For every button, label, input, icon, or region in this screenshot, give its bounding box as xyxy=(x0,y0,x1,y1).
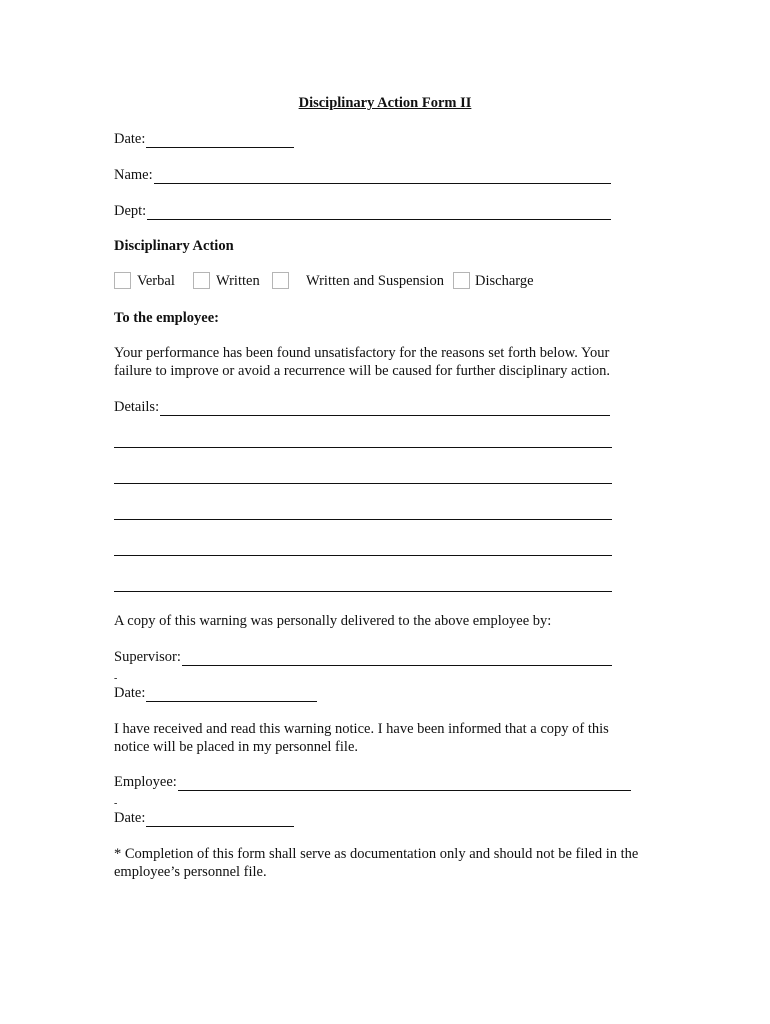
form-title: Disciplinary Action Form II xyxy=(298,95,472,111)
to-employee-heading: To the employee: xyxy=(114,310,219,326)
employee-date-field-row xyxy=(114,809,294,827)
supervisor-date-field-row xyxy=(114,684,317,702)
details-line-5[interactable] xyxy=(114,555,612,556)
date-label: Date: xyxy=(114,131,146,147)
written-suspension-checkbox[interactable] xyxy=(272,272,289,289)
dept-input-line[interactable] xyxy=(147,205,611,220)
written-label: Written xyxy=(216,273,260,289)
supervisor-tick-mark: - xyxy=(114,673,118,684)
option-written[interactable] xyxy=(193,272,260,290)
option-discharge[interactable] xyxy=(453,272,534,290)
employee-date-label: Date: xyxy=(114,810,146,826)
employee-field-row xyxy=(114,773,631,791)
details-line-2[interactable] xyxy=(114,447,612,448)
dept-field-row xyxy=(114,202,611,220)
supervisor-date-input-line[interactable] xyxy=(146,687,317,702)
verbal-checkbox[interactable] xyxy=(114,272,131,289)
disciplinary-action-heading: Disciplinary Action xyxy=(114,238,234,254)
details-input-line[interactable] xyxy=(160,401,610,416)
option-written-suspension[interactable] xyxy=(272,272,444,290)
supervisor-label: Supervisor: xyxy=(114,649,181,665)
footnote: * Completion of this form shall serve as documentation only and should not be filed in the employee’s personnel file. xyxy=(114,846,639,880)
name-input-line[interactable] xyxy=(154,169,611,184)
intro-paragraph: Your performance has been found unsatisfactory for the reasons set forth below. Your failure to improve or avoid a recurrence will be caused for further disciplinary action. xyxy=(114,345,611,379)
name-label: Name: xyxy=(114,167,153,183)
date-input-line[interactable] xyxy=(146,133,294,148)
employee-tick-mark: - xyxy=(114,798,118,809)
written-suspension-label: Written and Suspension xyxy=(306,273,444,289)
details-field-row xyxy=(114,398,610,416)
written-checkbox[interactable] xyxy=(193,272,210,289)
supervisor-date-label: Date: xyxy=(114,685,146,701)
employee-label: Employee: xyxy=(114,774,177,790)
acknowledgement-paragraph: I have received and read this warning notice. I have been informed that a copy of this notice will be placed in my personnel file. xyxy=(114,721,609,755)
dept-label: Dept: xyxy=(114,203,147,219)
name-field-row xyxy=(114,166,611,184)
option-verbal[interactable] xyxy=(114,272,175,290)
supervisor-input-line[interactable] xyxy=(182,651,612,666)
copy-delivered-text: A copy of this warning was personally delivered to the above employee by: xyxy=(114,613,552,629)
details-line-6[interactable] xyxy=(114,591,612,592)
date-field-row xyxy=(114,130,294,148)
employee-input-line[interactable] xyxy=(178,776,631,791)
employee-date-input-line[interactable] xyxy=(146,812,294,827)
supervisor-field-row xyxy=(114,648,612,666)
details-line-4[interactable] xyxy=(114,519,612,520)
verbal-label: Verbal xyxy=(137,273,175,289)
discharge-label: Discharge xyxy=(475,273,534,289)
details-label: Details: xyxy=(114,399,160,415)
details-line-3[interactable] xyxy=(114,483,612,484)
discharge-checkbox[interactable] xyxy=(453,272,470,289)
